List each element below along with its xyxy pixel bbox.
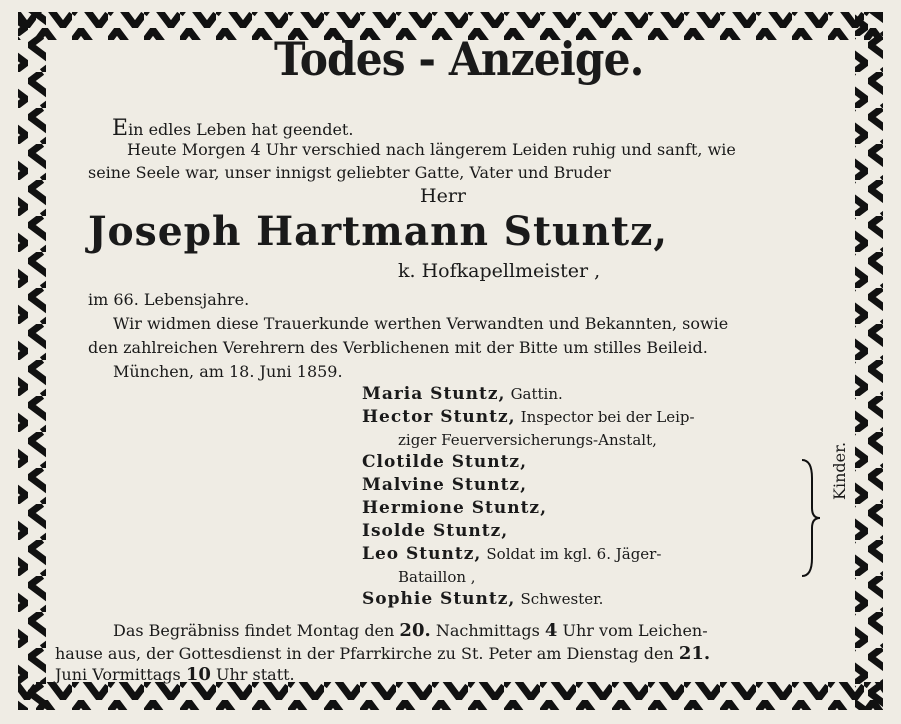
family-row	[362, 589, 603, 609]
funeral-text: hause aus, der Gottesdienst in der Pfarrkirche zu St. Peter am Dienstag den	[55, 644, 674, 663]
service-hour: 10	[185, 664, 211, 685]
family-name: Isolde Stuntz,	[362, 521, 509, 541]
funeral-text: Nachmittags	[435, 621, 540, 640]
family-name: Clotilde Stuntz,	[362, 452, 527, 472]
family-desc-continued: ziger Feuerversicherungs-Anstalt,	[398, 431, 657, 449]
appeal-line-1: Wir widmen diese Trauerkunde werthen Verwandten und Bekannten, sowie	[113, 314, 729, 333]
age-line: im 66. Lebensjahre.	[88, 290, 250, 309]
funeral-day: 20.	[399, 620, 431, 641]
family-desc-continued: Bataillon ,	[398, 568, 476, 586]
deceased-title: k. Hofkapellmeister ,	[398, 260, 601, 282]
family-desc: Inspector bei der Leip-	[520, 408, 695, 426]
family-row	[362, 384, 563, 404]
funeral-line-3	[55, 664, 295, 685]
kinder-label: Kinder.	[830, 441, 849, 500]
funeral-text: Das Begräbniss findet Montag den	[113, 621, 395, 640]
family-name: Maria Stuntz,	[362, 384, 506, 404]
place-date: München, am 18. Juni 1859.	[113, 362, 343, 381]
body-line-1: Heute Morgen 4 Uhr verschied nach längerem Leiden ruhig und sanft, wie	[127, 140, 736, 159]
children-brace	[798, 458, 824, 578]
notice-title: Todes - Anzeige.	[274, 32, 644, 86]
deceased-name: Joseph Hartmann Stuntz,	[88, 208, 668, 255]
family-row	[362, 407, 695, 427]
funeral-line-1	[113, 620, 708, 641]
family-desc: Soldat im kgl. 6. Jäger-	[486, 545, 662, 563]
funeral-text: Uhr vom Leichen-	[562, 621, 708, 640]
family-name: Hector Stuntz,	[362, 407, 516, 427]
family-name: Malvine Stuntz,	[362, 475, 527, 495]
appeal-line-2: den zahlreichen Verehrern des Verblichenen mit der Bitte um stilles Beileid.	[88, 338, 708, 357]
funeral-hour: 4	[544, 620, 558, 641]
family-name: Sophie Stuntz,	[362, 589, 516, 609]
family-desc: Schwester.	[520, 590, 604, 608]
family-name: Hermione Stuntz,	[362, 498, 547, 518]
intro-line	[112, 116, 353, 141]
service-day: 21.	[678, 643, 711, 664]
funeral-text: Juni Vormittags	[55, 665, 181, 684]
funeral-line-2	[55, 643, 710, 664]
funeral-text: Uhr statt.	[215, 665, 295, 684]
body-line-2: seine Seele war, unser innigst geliebter Gatte, Vater und Bruder	[88, 163, 611, 182]
family-name: Leo Stuntz,	[362, 544, 482, 564]
family-desc: Gattin.	[510, 385, 563, 403]
intro-text: in edles Leben hat geendet.	[128, 120, 354, 139]
family-row	[362, 544, 661, 564]
herr-label: Herr	[420, 185, 466, 207]
drop-cap: E	[112, 116, 129, 141]
